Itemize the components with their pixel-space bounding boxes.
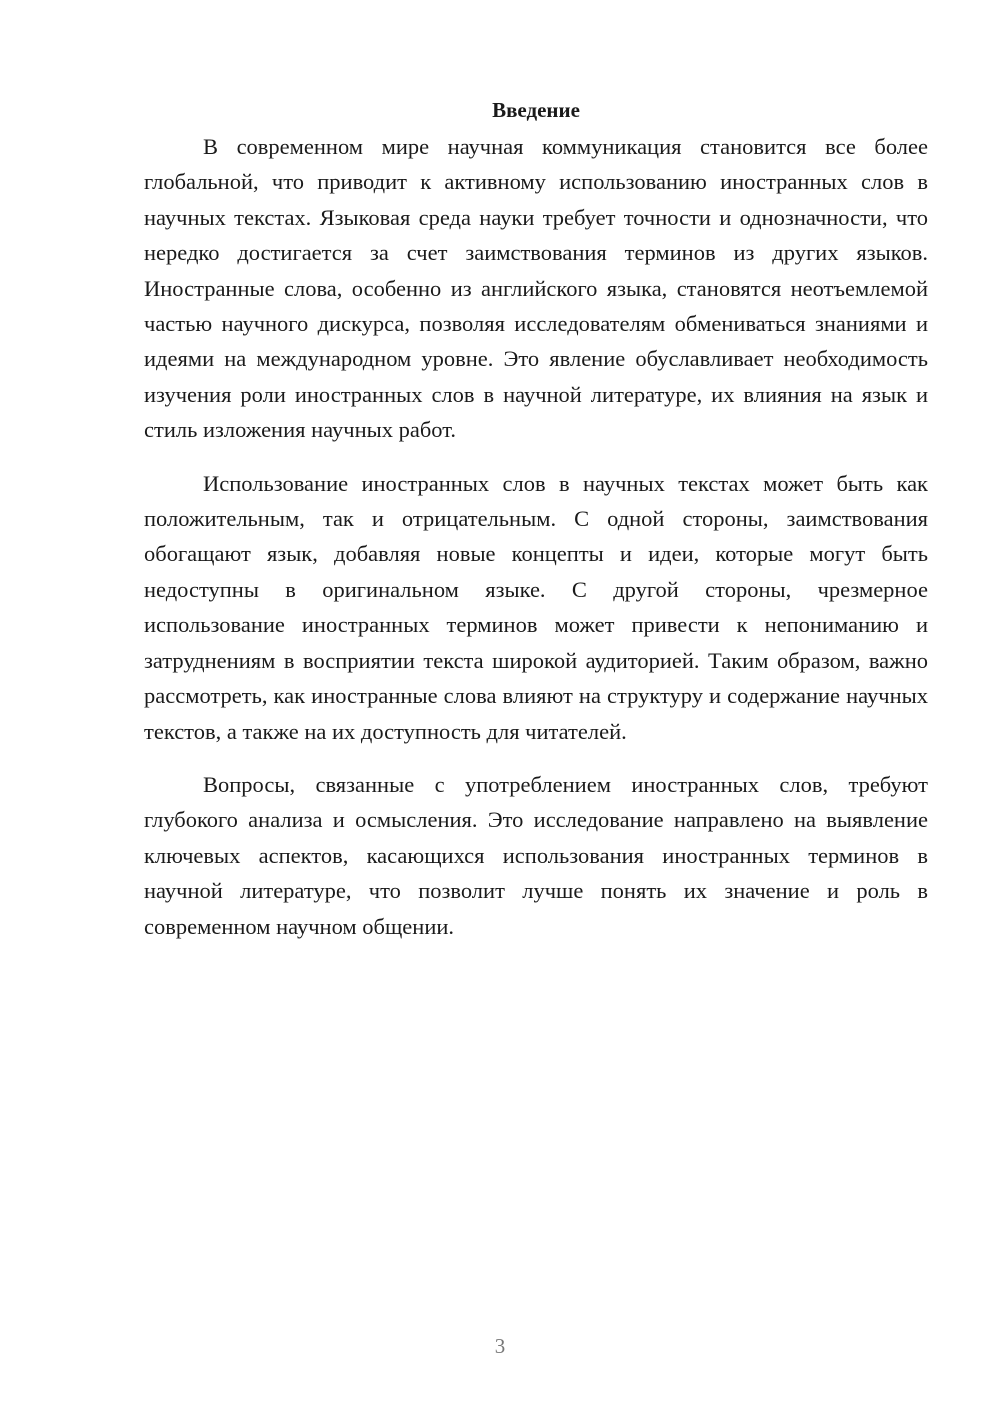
document-page [144,95,928,962]
page-number: 3 [494,1334,506,1358]
paragraph-1: В современном мире научная коммуникация становится все более глобальной, что приводит к активному использованию иностранных слов в научных текстах. Языковая среда науки требует точности и однозначности, что нередко достигается за счет заимствования терминов из других языков. Иностранные слова, особенно из английского языка, становятся неотъемлемой частью научного дискурса, позволяя исследователям обмениваться знаниями и идеями на международном уровне. Это явление обуславливает необходимость изучения роли иностранных слов в научной литературе, их влияния на язык и стиль изложения научных работ. [144,134,928,443]
paragraph-2: Использование иностранных слов в научных текстах может быть как положительным, так и отрицательным. С одной стороны, заимствования обогащают язык, добавляя новые концепты и идеи, которые могут быть недоступны в оригинальном языке. С другой стороны, чрезмерное использование иностранных терминов может привести к непониманию и затруднениям в восприятии текста широкой аудиторией. Таким образом, важно рассмотреть, как иностранные слова влияют на структуру и содержание научных текстов, а также на их доступность для читателей. [144,470,928,744]
section-heading: Введение [492,98,580,122]
paragraph-3: Вопросы, связанные с употреблением иностранных слов, требуют глубокого анализа и осмысления. Это исследование направлено на выявление ключевых аспектов, касающихся использования иностранных терминов в научной литературе, что позволит лучше понять их значение и роль в современном научном общении. [144,771,928,939]
